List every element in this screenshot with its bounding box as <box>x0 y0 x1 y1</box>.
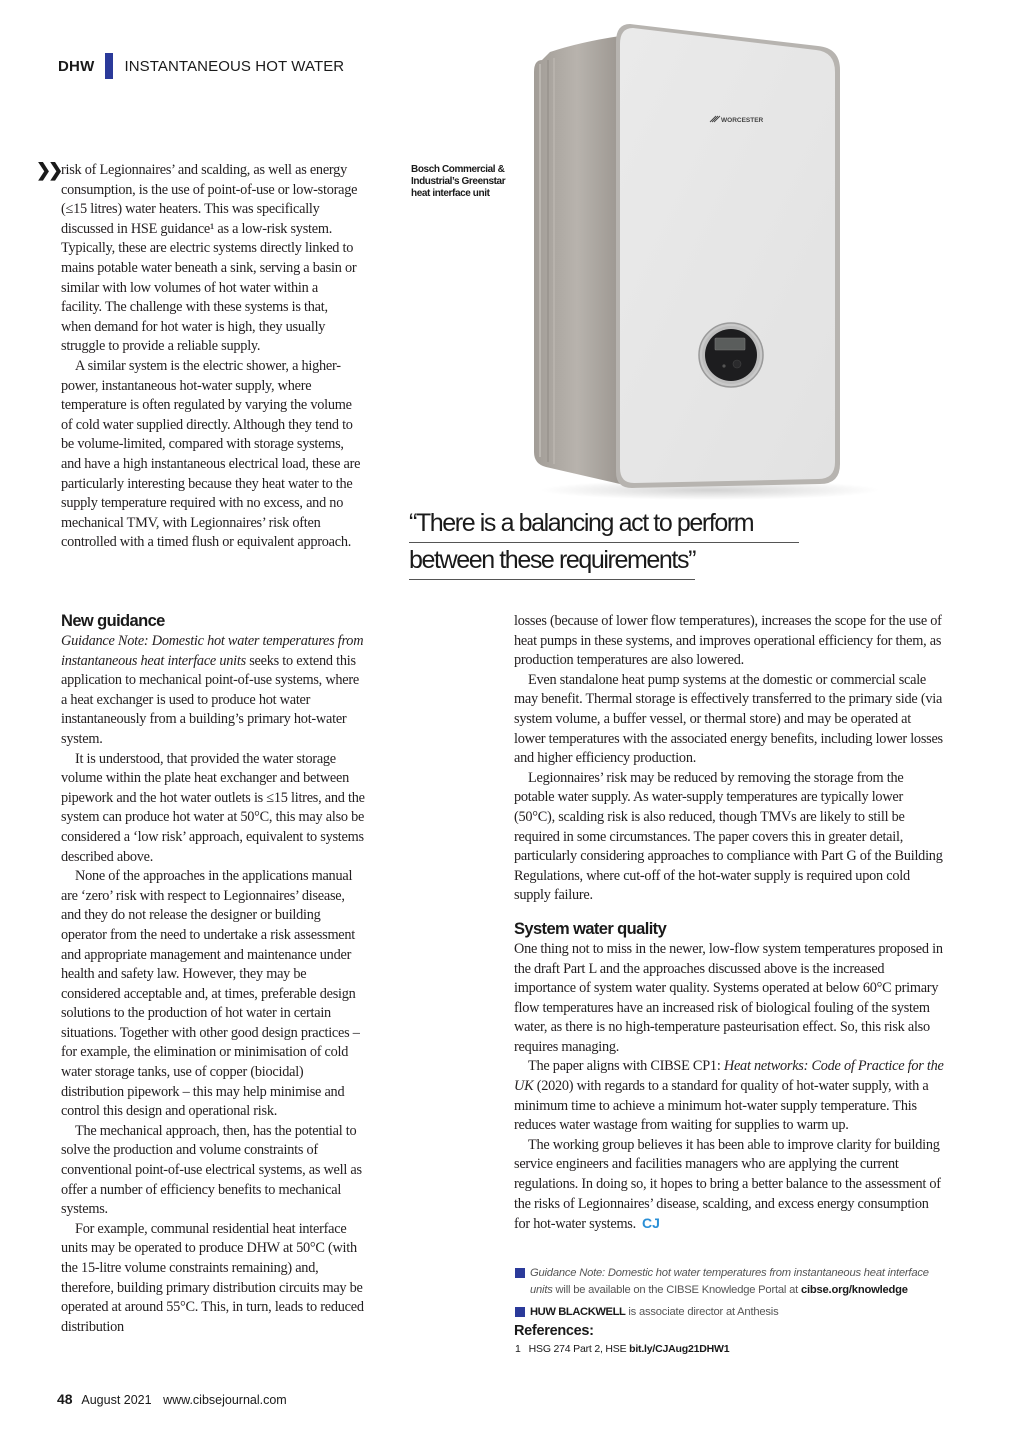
references-heading: References: <box>514 1323 594 1339</box>
left-column-bottom <box>61 610 365 1337</box>
image-caption: Bosch Commercial & Industrial’s Greenstar heat interface unit <box>411 164 506 199</box>
section-topic: INSTANTANEOUS HOT WATER <box>124 57 345 75</box>
svg-text:WORCESTER: WORCESTER <box>721 117 764 124</box>
cibse-knowledge-link[interactable]: cibse.org/knowledge <box>800 1284 908 1296</box>
body-paragraph: A similar system is the electric shower, a higher-power, instantaneous hot-water supply, where temperature is often regulated by varying the volume of cold water supplied directly. Although they tend to be volume-limited, compared with storage systems, and have a high instantaneous electrical load, these are particularly interesting because they heat water to the supply temperature required with no excess, and no mechanical TMV, with Legionnaires’ risk often controlled with a timed flush or equivalent approach. <box>61 357 361 551</box>
section-divider-bar <box>105 53 113 79</box>
pull-quote-line-2: between these requirements” <box>409 543 695 580</box>
cp1-title: Heat networks: Code of Practice for the UK <box>514 1058 944 1095</box>
body-paragraph: losses (because of lower flow temperatures), increases the scope for the use of heat pumps in these systems, and improves operational efficiency for them, as production temperatures are also lowered. <box>514 613 942 669</box>
guidance-availability-note: Guidance Note: Domestic hot water temperatures from instantaneous heat interface units will be available on the CIBSE Knowledge Portal at cibse.org/knowledge <box>514 1265 954 1299</box>
reference-link[interactable]: bit.ly/CJAug21DHW1 <box>629 1343 730 1355</box>
page-number: 48 <box>57 1391 73 1407</box>
body-paragraph: One thing not to miss in the newer, low-flow system temperatures proposed in the draft Part L and the approaches discussed above is the increased importance of system water quality. Systems operated at below 60°C primary flow temperatures have an increased risk of biological fouling of the system water, as there is no high-temperature pasteurisation effect. So, this risk also requires managing. <box>514 940 943 1055</box>
end-mark-cj: CJ <box>641 1215 660 1232</box>
body-paragraph: It is understood, that provided the water storage volume within the plate heat exchanger and between pipework and the hot water outlets is ≤15 litres, and the system can produce hot water at 50°C, this may also be considered a ‘low risk’ approach, equivalent to systems described above. <box>61 750 365 865</box>
section-label: DHW <box>58 57 95 75</box>
double-chevron-right-icon: ❯❯ <box>36 160 61 180</box>
left-column-top <box>61 161 361 553</box>
body-paragraph-intro: Guidance Note: Domestic hot water temperatures from instantaneous heat interface units seeks to extend this application to mechanical point-of-use systems, where a heat exchanger is used to produce hot water instantaneously from a building’s primary hot-water system. <box>61 633 364 747</box>
subheading-system-water-quality: System water quality <box>514 919 667 938</box>
body-paragraph: The mechanical approach, then, has the potential to solve the production and volume constraints of conventional point-of-use electrical systems, as well as offer a number of efficiency benefits to mechanical systems. <box>61 1122 362 1218</box>
section-header <box>58 52 344 80</box>
author-bio: HUW BLACKWELL is associate director at Anthesis <box>514 1304 954 1321</box>
product-image-heat-interface-unit <box>520 12 880 502</box>
article-notes <box>514 1265 954 1355</box>
body-paragraph: For example, communal residential heat interface units may be operated to produce DHW at 50°C (with the 15-litre volume constraints remaining) and, therefore, building primary distribution circuits may be operated at around 55°C. This, in turn, leads to reduced distribution <box>61 1220 364 1335</box>
page-footer <box>57 1391 287 1407</box>
blue-square-bullet-icon <box>515 1307 525 1317</box>
body-paragraph: The paper aligns with CIBSE CP1: Heat networks: Code of Practice for the UK (2020) with regards to a standard for quality of hot-water supply, with a minimum time to achieve a minimum hot-water supply temperature. This reduces water wastage from waiting for supplies to warm up. <box>514 1058 944 1134</box>
guidance-note-title: Guidance Note: Domestic hot water temperatures from instantaneous heat interface units <box>61 633 364 669</box>
pull-quote-line-1: “There is a balancing act to perform <box>409 506 799 543</box>
body-paragraph: Even standalone heat pump systems at the domestic or commercial scale may benefit. Thermal storage is effectively transferred to the primary side (via system volume, a buffer vessel, or thermal store) and may be operated at lower temperatures with the associated energy benefits, including lower losses and higher efficiency production. <box>514 671 943 767</box>
subheading-new-guidance: New guidance <box>61 612 165 630</box>
body-paragraph-final: The working group believes it has been able to improve clarity for building service engineers and facilities managers who are applying the current regulations. In doing so, it hopes to bring a better balance to the assessment of the risks of Legionnaires’ disease, scalding, and excess energy consumption for hot-water systems. CJ <box>514 1136 941 1233</box>
right-column <box>514 612 944 1235</box>
body-paragraph: risk of Legionnaires’ and scalding, as well as energy consumption, is the use of point-of-use or low-storage (≤15 litres) water heaters. This was specifically discussed in HSE guidance¹ as a low-risk system. Typically, these are electric systems directly linked to mains potable water beneath a sink, serving a basin or similar with low volumes of hot water within a facility. The challenge with these systems is that, when demand for hot water is high, they usually struggle to provide a reliable supply. <box>61 162 358 355</box>
reference-item: 1 HSG 274 Part 2, HSE bit.ly/CJAug21DHW1 <box>515 1343 730 1355</box>
blue-square-bullet-icon <box>515 1268 525 1278</box>
issue-date: August 2021 <box>81 1393 152 1407</box>
body-paragraph: None of the approaches in the applications manual are ‘zero’ risk with respect to Legionnaires’ disease, and they do not release the designer or building operator from the need to undertake a risk assessment and appropriate management and maintenance under health and safety law. However, they may be considered acceptable and, at times, preferable design solutions to the production of hot water in certain situations. Together with other good design practices – for example, the elimination or minimisation of cold water storage tanks, use of copper (biocidal) distribution pipework – this may help minimise and control this design and operational risk. <box>61 868 360 1120</box>
pull-quote <box>409 506 804 580</box>
author-name: HUW BLACKWELL <box>530 1306 626 1318</box>
body-paragraph: Legionnaires’ risk may be reduced by removing the storage from the potable water supply. As water-supply temperatures are typically lower (50°C), scalding risk is also reduced, though TMVs are likely to still be required in some circumstances. The paper covers this in greater detail, particularly considering approaches to compliance with Part G of the Building Regulations, where cut-off of the hot-water supply is required upon cold supply failure. <box>514 769 943 904</box>
journal-url[interactable]: www.cibsejournal.com <box>163 1393 287 1407</box>
